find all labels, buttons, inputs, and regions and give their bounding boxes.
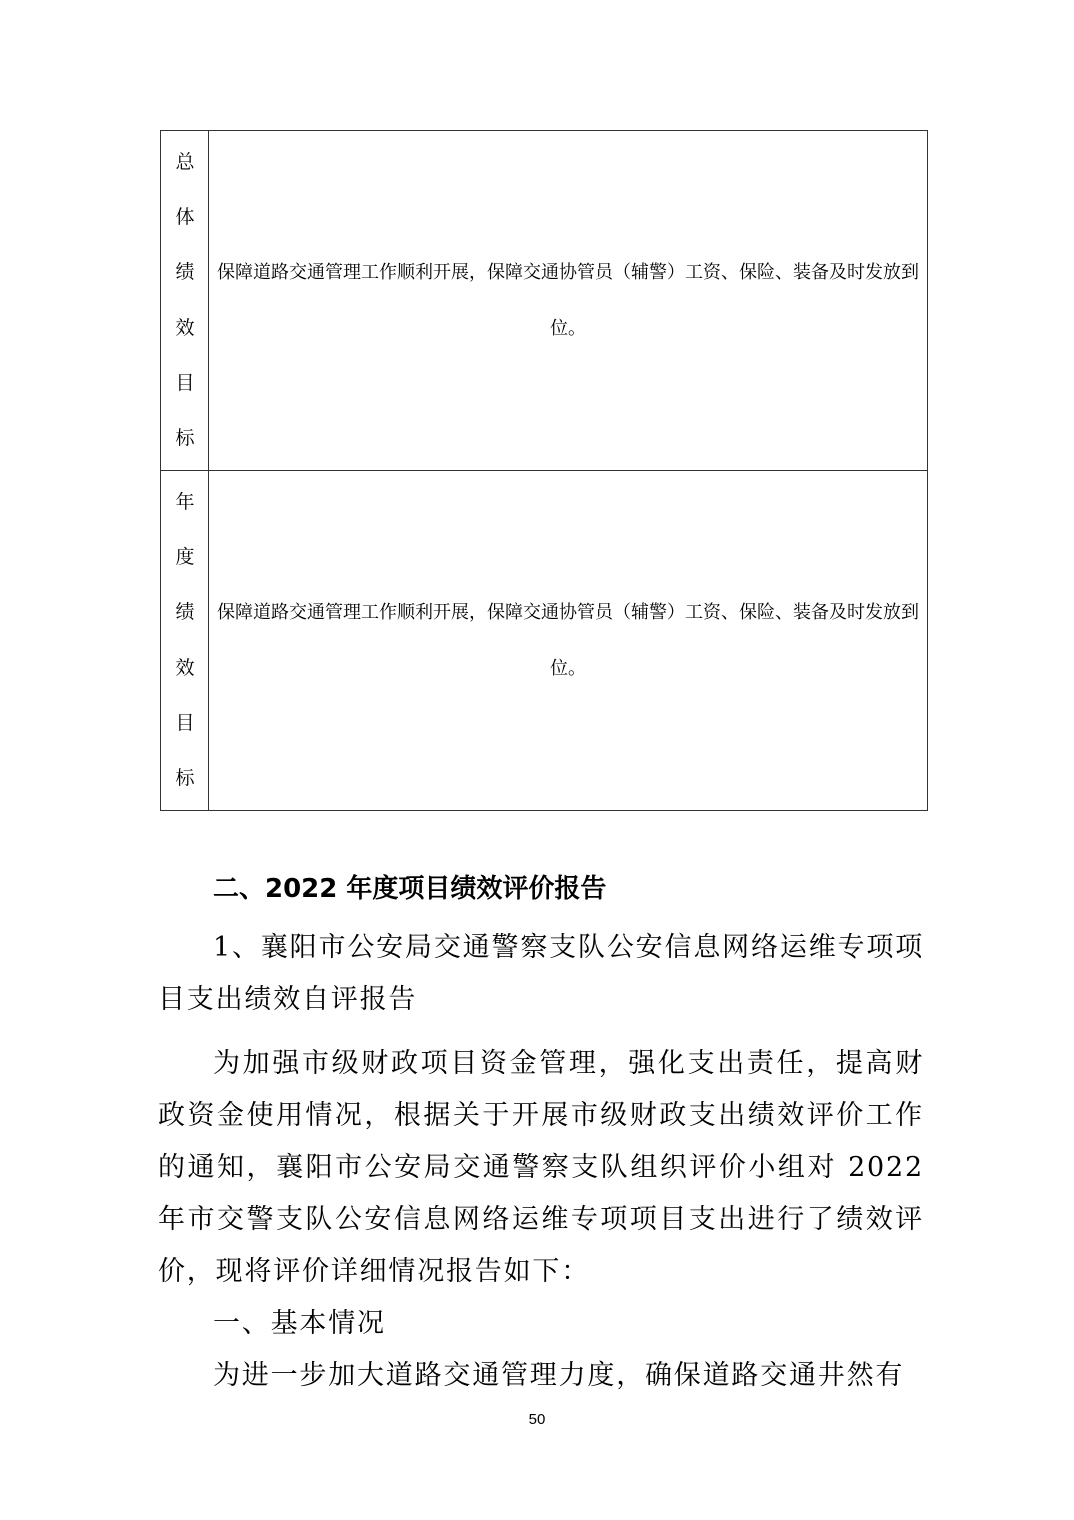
basic-info-heading: 一、基本情况 — [213, 1308, 386, 1339]
row-label-cell — [161, 131, 209, 471]
page-number: 50 — [528, 1411, 546, 1428]
table-row — [161, 131, 928, 471]
performance-goals-table — [160, 130, 928, 811]
overall-goal-text: 保障道路交通管理工作顺利开展，保障交通协管员（辅警）工资、保险、装备及时发放到位。 — [217, 261, 919, 339]
section-heading: 二、2022 年度项目绩效评价报告 — [213, 874, 607, 904]
report-paragraph: 为加强市级财政项目资金管理，强化支出责任，提高财政资金使用情况，根据关于开展市级财政支出绩效评价工作的通知，襄阳市公安局交通警察支队组织评价小组对 2022 年市交警支队公安信息网络运维专项项目支出进行了绩效评价，现将评价详细情况报告如下： — [158, 1048, 924, 1287]
row-content-cell — [209, 131, 928, 471]
annual-goal-label: 年 度 绩 效 目 标 — [175, 491, 195, 789]
table-row — [161, 471, 928, 811]
overall-goal-label: 总 体 绩 效 目 标 — [175, 151, 195, 449]
annual-goal-text: 保障道路交通管理工作顺利开展，保障交通协管员（辅警）工资、保险、装备及时发放到位。 — [217, 601, 919, 679]
row-content-cell — [209, 471, 928, 811]
report-subtitle: 1、襄阳市公安局交通警察支队公安信息网络运维专项项目支出绩效自评报告 — [158, 932, 924, 1015]
row-label-cell — [161, 471, 209, 811]
basic-info-paragraph: 为进一步加大道路交通管理力度，确保道路交通井然有 — [213, 1360, 905, 1391]
